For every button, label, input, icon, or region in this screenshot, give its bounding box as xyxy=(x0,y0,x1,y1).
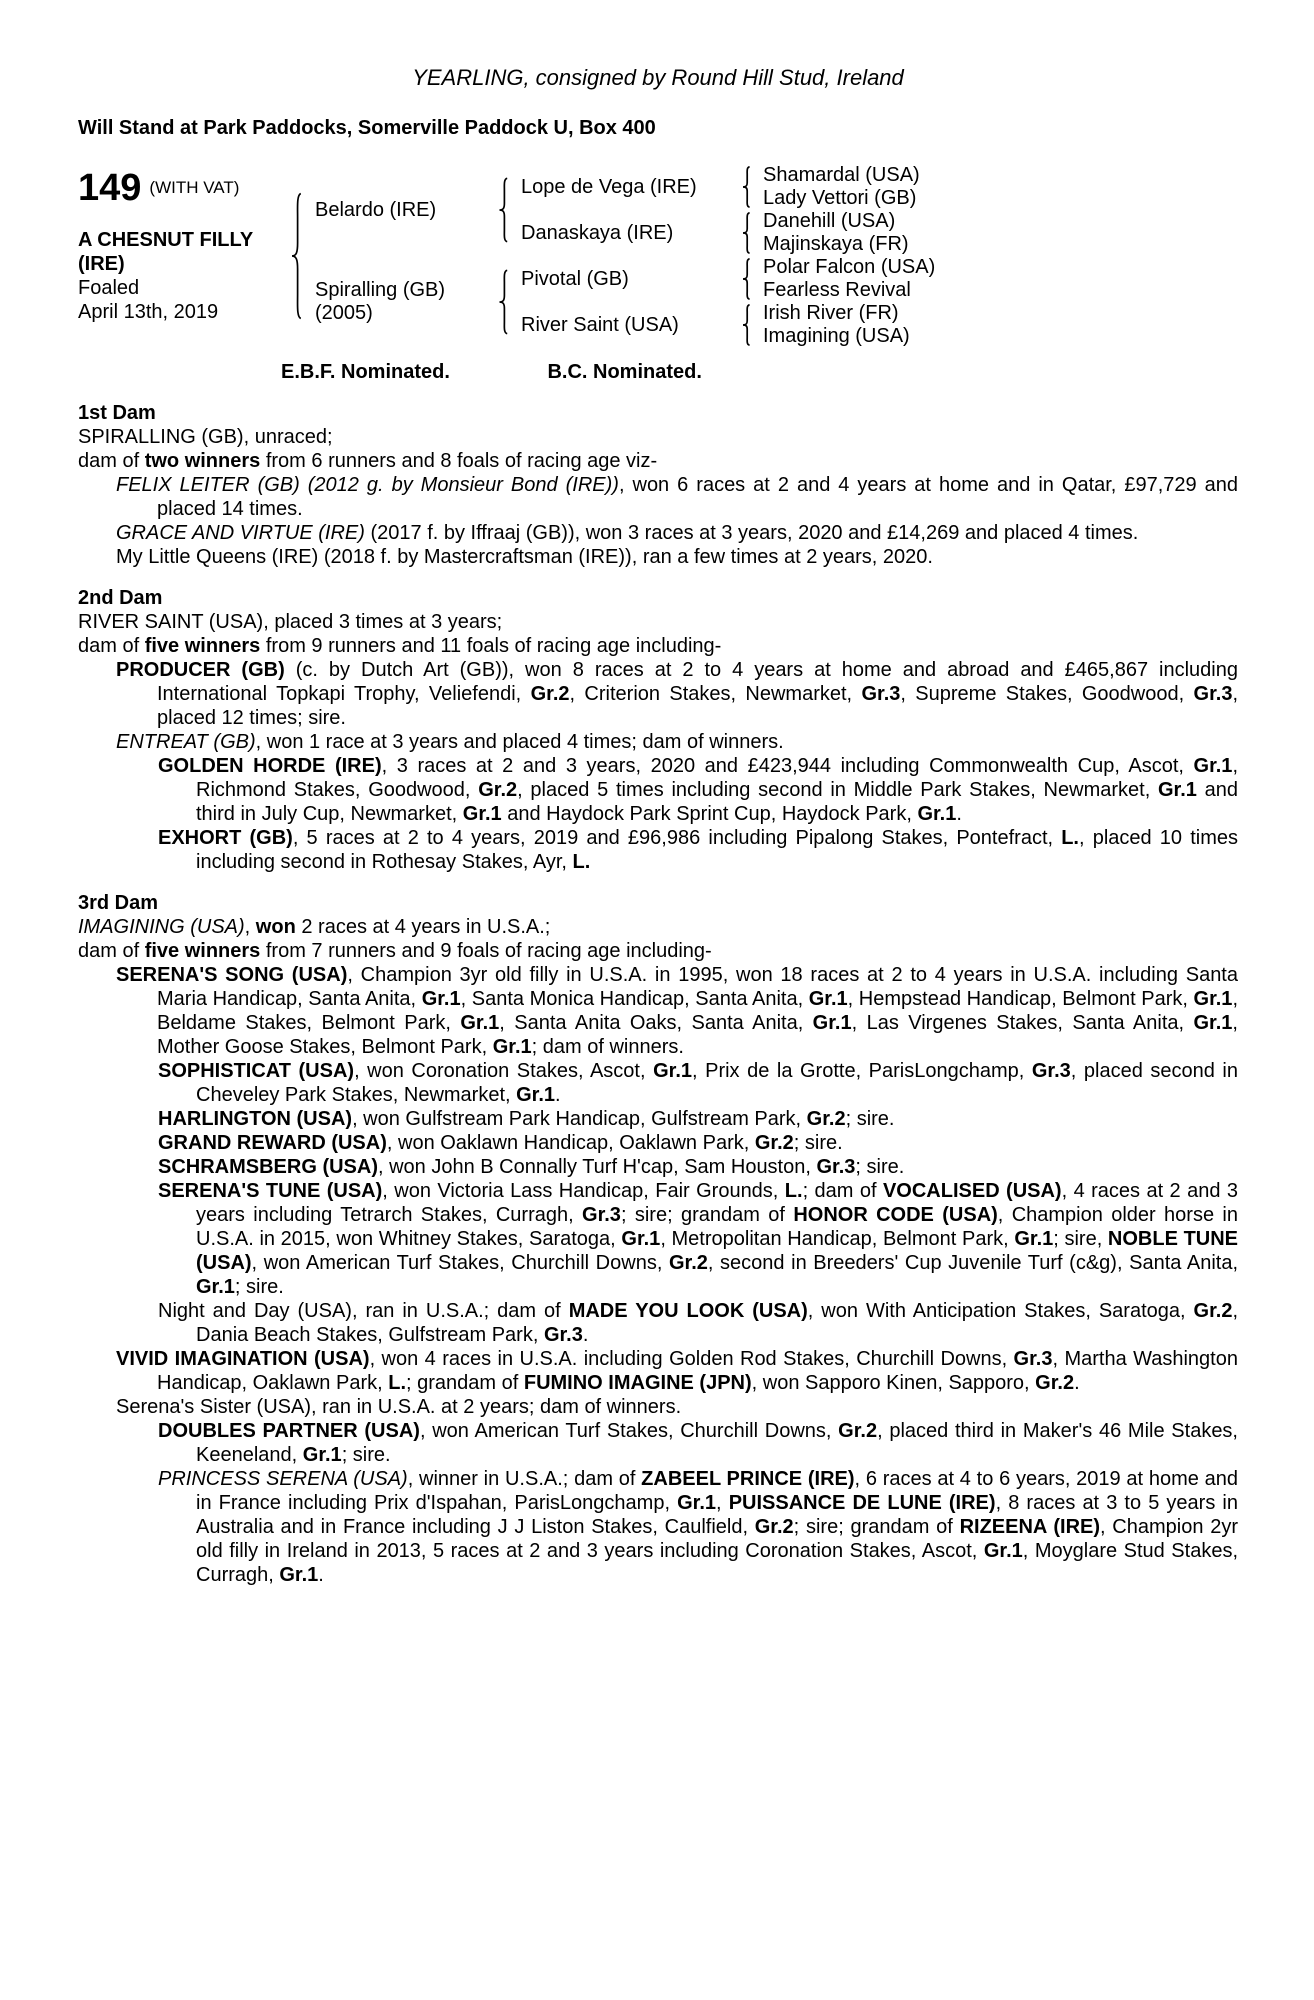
lot-info xyxy=(78,164,283,348)
greatgrandparents-brace-icon xyxy=(735,210,757,256)
pedigree-paragraph: VIVID IMAGINATION (USA), won 4 races in U.S.A. including Golden Rod Stakes, Churchill Downs, Gr.3, Martha Washington Handicap, Oaklawn Park, L.; grandam of FUMINO IMAGINE (JPN), won Sapporo Kinen, Sapporo, Gr.2. xyxy=(116,1348,1238,1394)
nominations-row xyxy=(78,360,1238,384)
greatgrandparents-brace-icon xyxy=(735,302,757,348)
greatgrandparent-name: Polar Falcon (USA) xyxy=(763,256,936,278)
greatgrandparents-brace-icon xyxy=(735,256,757,302)
granddam-paternal: Danaskaya (IRE) xyxy=(521,221,674,244)
pedigree-paragraph: DOUBLES PARTNER (USA), won American Turf Stakes, Churchill Downs, Gr.2, placed third in Maker's 46 Mile Stakes, Keeneland, Gr.1; sire. xyxy=(158,1420,1238,1466)
pedigree-paragraph: dam of five winners from 7 runners and 9 foals of racing age including- xyxy=(78,940,712,962)
greatgrandparents-brace-icon xyxy=(735,164,757,210)
pedigree-paragraph: SOPHISTICAT (USA), won Coronation Stakes, Ascot, Gr.1, Prix de la Grotte, ParisLongchamp, Gr.3, placed second in Cheveley Park Stakes, Newmarket, Gr.1. xyxy=(158,1060,1238,1106)
pedigree-paragraph: EXHORT (GB), 5 races at 2 to 4 years, 2019 and £96,986 including Pipalong Stakes, Pontefract, L., placed 10 times including second in Rothesay Stakes, Ayr, L. xyxy=(158,827,1238,873)
pedigree-paragraph: RIVER SAINT (USA), placed 3 times at 3 years; xyxy=(78,611,503,633)
dam-sections xyxy=(78,401,1238,1587)
pedigree-paragraph: SCHRAMSBERG (USA), won John B Connally Turf H'cap, Sam Houston, Gr.3; sire. xyxy=(158,1156,905,1178)
sire-parents-brace-icon xyxy=(491,164,515,256)
parents-brace-icon xyxy=(283,164,309,348)
greatgrandparent-name: Shamardal (USA) xyxy=(763,164,920,186)
pedigree-paragraph: SERENA'S TUNE (USA), won Victoria Lass Handicap, Fair Grounds, L.; dam of VOCALISED (USA), 4 races at 2 and 3 years including Tetrarch Stakes, Curragh, Gr.3; sire; grandam of HONOR CODE (USA), Champion older horse in U.S.A. in 2015, won Whitney Stakes, Saratoga, Gr.1, Metropolitan Handicap, Belmont Park, Gr.1; sire, NOBLE TUNE (USA), won American Turf Stakes, Churchill Downs, Gr.2, second in Breeders' Cup Juvenile Turf (c&g), Santa Anita, Gr.1; sire. xyxy=(158,1180,1239,1298)
dam-section-heading: 3rd Dam xyxy=(78,892,159,914)
greatgrandparent-name: Lady Vettori (GB) xyxy=(763,187,917,209)
vat-note: (WITH VAT) xyxy=(149,178,240,197)
consignor-title: YEARLING, consigned by Round Hill Stud, Ireland xyxy=(412,65,904,90)
dam-parents-brace-icon xyxy=(491,256,515,348)
grandsire-paternal: Lope de Vega (IRE) xyxy=(521,175,697,198)
pedigree-paragraph: GRAND REWARD (USA), won Oaklawn Handicap, Oaklawn Park, Gr.2; sire. xyxy=(158,1132,843,1154)
pedigree-paragraph: GRACE AND VIRTUE (IRE) (2017 f. by Iffraaj (GB)), won 3 races at 3 years, 2020 and £14,269 and placed 4 times. xyxy=(116,522,1139,544)
pedigree-paragraph: My Little Queens (IRE) (2018 f. by Mastercraftsman (IRE)), ran a few times at 2 years, 2020. xyxy=(116,546,933,568)
greatgrandparent-name: Majinskaya (FR) xyxy=(763,233,909,255)
pedigree-paragraph: GOLDEN HORDE (IRE), 3 races at 2 and 3 years, 2020 and £423,944 including Commonwealth Cup, Ascot, Gr.1, Richmond Stakes, Goodwood, Gr.2, placed 5 times including second in Middle Park Stakes, Newmarket, Gr.1 and third in July Cup, Newmarket, Gr.1 and Haydock Park Sprint Cup, Haydock Park, Gr.1. xyxy=(158,755,1239,825)
pedigree-paragraph: SERENA'S SONG (USA), Champion 3yr old filly in U.S.A. in 1995, won 18 races at 2 to 4 years in U.S.A. including Santa Maria Handicap, Santa Anita, Gr.1, Santa Monica Handicap, Santa Anita, Gr.1, Hempstead Handicap, Belmont Park, Gr.1, Beldame Stakes, Belmont Park, Gr.1, Santa Anita Oaks, Santa Anita, Gr.1, Las Virgenes Stakes, Santa Anita, Gr.1, Mother Goose Stakes, Belmont Park, Gr.1; dam of winners. xyxy=(116,964,1238,1058)
pedigree-paragraph: FELIX LEITER (GB) (2012 g. by Monsieur Bond (IRE)), won 6 races at 2 and 4 years at home and in Qatar, £97,729 and placed 14 times. xyxy=(116,474,1239,520)
horse-name: A CHESNUT FILLY xyxy=(78,229,254,251)
dam-cell xyxy=(309,256,491,348)
dam-section-heading: 1st Dam xyxy=(78,402,156,424)
pedigree-paragraph: PRODUCER (GB) (c. by Dutch Art (GB)), won 8 races at 2 to 4 years at home and abroad and £465,867 including International Topkapi Trophy, Veliefendi, Gr.2, Criterion Stakes, Newmarket, Gr.3, Supreme Stakes, Goodwood, Gr.3, placed 12 times; sire. xyxy=(116,659,1239,729)
granddam-maternal: River Saint (USA) xyxy=(521,313,679,336)
pedigree-paragraph: Serena's Sister (USA), ran in U.S.A. at 2 years; dam of winners. xyxy=(116,1396,682,1418)
dam-name: Spiralling (GB) xyxy=(315,279,446,301)
lot-number: 149 xyxy=(78,167,142,209)
lot-number-row xyxy=(78,168,283,208)
greatgrandparent-name: Irish River (FR) xyxy=(763,302,899,324)
sire-name: Belardo (IRE) xyxy=(315,198,437,221)
greatgrandparent-name: Imagining (USA) xyxy=(763,325,910,347)
horse-country-suffix: (IRE) xyxy=(78,253,125,275)
dam-section-heading: 2nd Dam xyxy=(78,587,163,609)
pedigree-tree xyxy=(78,164,1238,348)
pedigree-paragraph: SPIRALLING (GB), unraced; xyxy=(78,426,333,448)
foaled-label: Foaled xyxy=(78,277,140,299)
greatgrandparent-name: Fearless Revival xyxy=(763,279,911,301)
foaled-date: April 13th, 2019 xyxy=(78,301,219,323)
stand-location: Will Stand at Park Paddocks, Somerville Paddock U, Box 400 xyxy=(78,117,656,139)
grandsire-maternal: Pivotal (GB) xyxy=(521,267,629,290)
ebf-nominated-label: E.B.F. Nominated. xyxy=(281,361,450,383)
pedigree-paragraph: dam of two winners from 6 runners and 8 foals of racing age viz- xyxy=(78,450,658,472)
dam-year: (2005) xyxy=(315,302,373,324)
pedigree-paragraph: ENTREAT (GB), won 1 race at 3 years and placed 4 times; dam of winners. xyxy=(116,731,784,753)
bc-nominated-label: B.C. Nominated. xyxy=(547,361,702,383)
pedigree-paragraph: IMAGINING (USA), won 2 races at 4 years in U.S.A.; xyxy=(78,916,551,938)
pedigree-paragraph: dam of five winners from 9 runners and 11 foals of racing age including- xyxy=(78,635,722,657)
pedigree-paragraph: HARLINGTON (USA), won Gulfstream Park Handicap, Gulfstream Park, Gr.2; sire. xyxy=(158,1108,895,1130)
greatgrandparent-name: Danehill (USA) xyxy=(763,210,896,232)
pedigree-paragraph: PRINCESS SERENA (USA), winner in U.S.A.; dam of ZABEEL PRINCE (IRE), 6 races at 4 to 6 years, 2019 at home and in France including Prix d'Ispahan, ParisLongchamp, Gr.1, PUISSANCE DE LUNE (IRE), 8 races at 3 to 5 years in Australia and in France including J J Liston Stakes, Caulfield, Gr.2; sire; grandam of RIZEENA (IRE), Champion 2yr old filly in Ireland in 2013, 5 races at 2 and 3 years including Coronation Stakes, Ascot, Gr.1, Moyglare Stud Stakes, Curragh, Gr.1. xyxy=(158,1468,1238,1586)
pedigree-paragraph: Night and Day (USA), ran in U.S.A.; dam of MADE YOU LOOK (USA), won With Anticipation Stakes, Saratoga, Gr.2, Dania Beach Stakes, Gulfstream Park, Gr.3. xyxy=(158,1300,1239,1346)
